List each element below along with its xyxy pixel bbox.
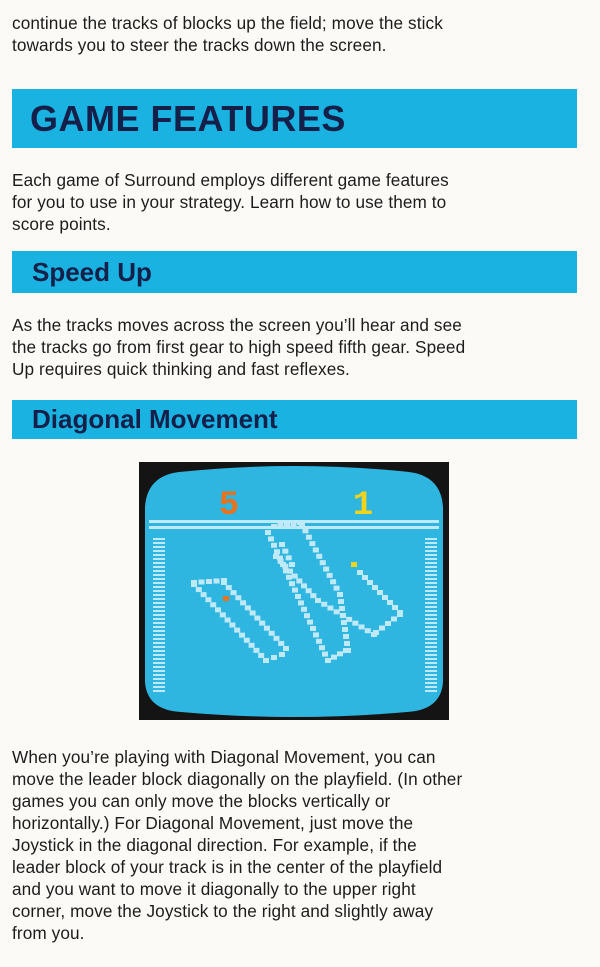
game-features-paragraph: Each game of Surround employs different game features for you to use in your strategy. Learn how to use them to score points.	[12, 170, 449, 234]
right-leader-block	[351, 562, 357, 567]
speed-up-paragraph: As the tracks moves across the screen you’ll hear and see the tracks go from first gear to high speed fifth gear. Speed Up requires quick thinking and fast reflexes.	[12, 315, 466, 379]
diagonal-movement-paragraph: When you’re playing with Diagonal Movement, you can move the leader block diagonally on the playfield. (In other games you can only move the blocks vertically or horizontally.) For Diagonal Movement, just move the Joystick in the diagonal direction. For example, if the leader block of your track is in the center of the playfield and you want to move it diagonally to the upper right corner, move the Joystick to the right and slightly away from you.	[12, 747, 463, 943]
diagonal-movement-heading: Diagonal Movement	[32, 404, 278, 434]
speed-up-banner	[12, 251, 577, 293]
game-screenshot	[139, 462, 449, 720]
game-features-heading: GAME FEATURES	[30, 98, 346, 139]
left-score: 5	[218, 487, 240, 525]
game-features-banner	[12, 89, 577, 148]
intro-paragraph: continue the tracks of blocks up the field; move the stick towards you to steer the tracks down the screen.	[12, 13, 443, 55]
speed-up-heading: Speed Up	[32, 257, 152, 287]
left-leader-block	[223, 596, 229, 601]
diagonal-movement-banner	[12, 400, 577, 439]
right-score: 1	[352, 487, 374, 525]
